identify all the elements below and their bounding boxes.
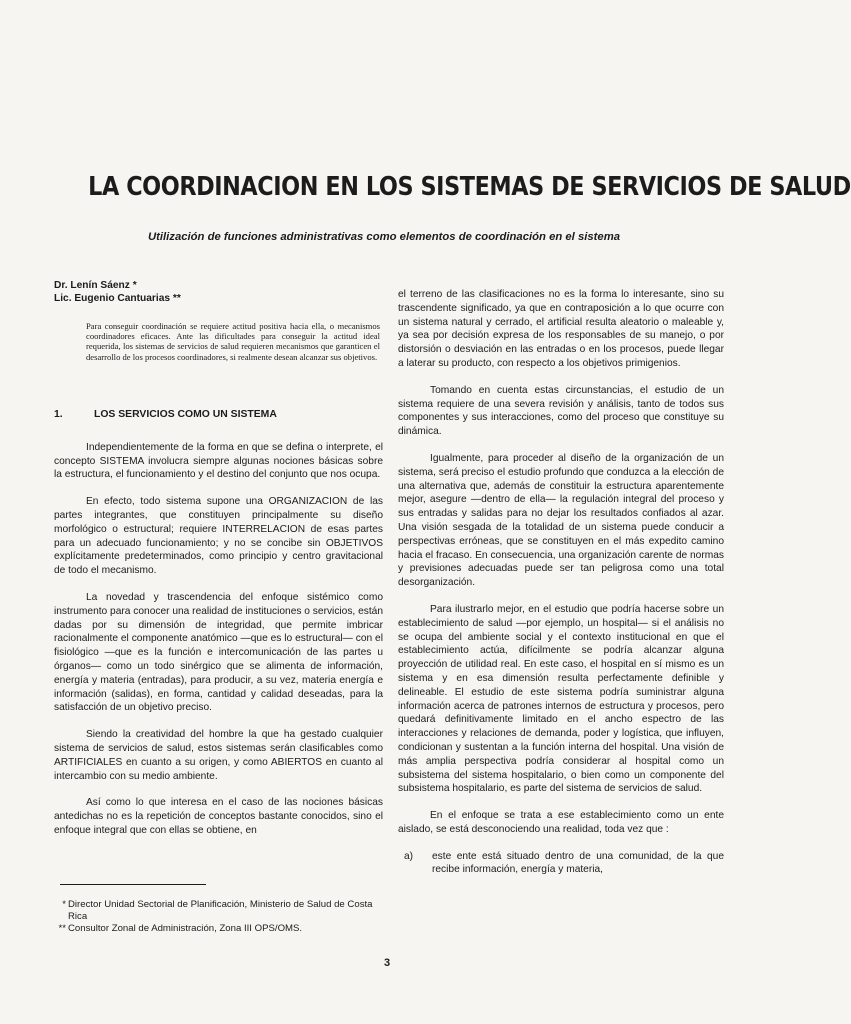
list-item bbox=[398, 850, 724, 878]
body-paragraph: Para ilustrarlo mejor, en el estudio que podría hacerse sobre un establecimiento de salud —por ejemplo, un hospital— si el análisis no se ocupa del ambiente social y el contexto institucional en que el establecimiento actúa, difícilmente se podría alcanzar alguna proyección de utilidad real. En este caso, el hospital en sí mismo es un sistema y en esa dimensión resulta perfectamente definible y delineable. El estudio de este sistema podría suministrar alguna información acerca de patrones internos de estructura y procesos, pero quedará definitivamente limitado en el ancho espectro de las interacciones y relaciones de demanda, poder y logística, que influyen, condicionan y sustentan a la función interna del hospital. Una visión de más amplia perspectiva podría considerar al hospital como un subsistema del sistema hospitalario, o bien como un componente del subsistema hospitalario, es parte del sistema de servicios de salud. bbox=[398, 603, 724, 795]
footnote-divider bbox=[60, 884, 206, 885]
author-list bbox=[54, 279, 181, 305]
footnotes bbox=[54, 899, 384, 936]
body-paragraph: Igualmente, para proceder al diseño de la organización de un sistema, será preciso el estudio profundo que conduzca a la elección de una alternativa que, además de constituir la estructura aparentemente mejor, asegure —dentro de ella— la regulación integral del proceso y sus entradas y salidas para no dejar los resultados confiados al azar. Una visión sesgada de la totalidad de un sistema puede conducir a perspectivas erróneas, que se constituyen en el más expedito camino hacia el fracaso. En consecuencia, una organización carente de normas y previsiones adecuadas puede ser tan peligrosa como una total desorganización. bbox=[398, 452, 724, 589]
body-paragraph: el terreno de las clasificaciones no es la forma lo interesante, sino su trascendente significado, ya que en contraposición a lo que ocurre con un sistema natural y cerrado, el artificial resulta aleatorio o maleable y, ya sea por decisión expresa de los responsables de su manejo, o por distorsión o desviación en las entradas o en los procesos, puede llegar a laterar su producto, con respecto a los objetivos primigenios. bbox=[398, 289, 724, 369]
body-paragraph: Siendo la creatividad del hombre la que ha gestado cualquier sistema de servicios de salud, estos sistemas serán clasificables como ARTIFICIALES en cuanto a su origen, y como ABIERTOS en cuanto al intercambio con su medio ambiente. bbox=[54, 729, 383, 782]
body-paragraph: La novedad y trascendencia del enfoque sistémico como instrumento para conocer una realidad de instituciones o servicios, están dadas por su dimensión de integridad, que permite imbricar racionalmente el componente anatómico —que es lo estructural— con el fisiológico —que es la función e intercomunicación de las partes u órganos— como un todo sinérgico que se alimenta de información, energía y materia (entradas), para producir, a su vez, materia energía e información (salidas), en forma, cantidad y calidad deseadas, para la satisfacción de un objetivo preciso. bbox=[54, 591, 384, 714]
list-item-text: este ente está situado dentro de una comunidad, de la que recibe información, energía y materia, bbox=[432, 850, 724, 876]
left-column bbox=[54, 408, 383, 851]
footnote-marker: ** bbox=[58, 923, 66, 935]
list-item-label: a) bbox=[404, 850, 414, 862]
section-number: 1. bbox=[54, 409, 63, 420]
footnote-text: Consultor Zonal de Administración, Zona III OPS/OMS. bbox=[68, 923, 303, 935]
section-heading bbox=[54, 408, 383, 422]
footnote-marker: * bbox=[62, 899, 66, 910]
body-paragraph: Tomando en cuenta estas circunstancias, el estudio de un sistema requiere de una severa revisión y análisis, tanto de todos sus componentes y sus interacciones, como del proceso que constituye su dinámica. bbox=[398, 384, 724, 438]
footnote-text: Director Unidad Sectorial de Planificación, Ministerio de Salud de Costa Rica bbox=[68, 899, 373, 923]
abstract: Para conseguir coordinación se requiere actitud positiva hacia ella, o mecanismos coordinadores eficaces. Ante las dificultades para conseguir la actitud ideal requerida, los sistemas de servicios de salud requieren mecanismos que garanticen el desarrollo de los procesos coordinadores, si realmente desean alcanzar sus objetivos. bbox=[86, 321, 380, 362]
section-title: LOS SERVICIOS COMO UN SISTEMA bbox=[94, 409, 277, 420]
footnote bbox=[54, 899, 384, 923]
body-paragraph: En efecto, todo sistema supone una ORGANIZACION de las partes integrantes, que constituyen principalmente su diseño morfológico o estructural; requiere INTERRELACION de esas partes para un adecuado funcionamiento; y no se concibe sin OBJETIVOS explícitamente predeterminados, como principio y centro gravitacional de todo el mecanismo. bbox=[54, 496, 383, 577]
author-name: Lic. Eugenio Cantuarias ** bbox=[54, 293, 181, 304]
author-name: Dr. Lenín Sáenz * bbox=[54, 280, 137, 291]
right-column bbox=[398, 288, 724, 877]
footnote bbox=[54, 923, 384, 935]
article-title: LA COORDINACION EN LOS SISTEMAS DE SERVICIOS DE SALUD bbox=[88, 172, 851, 202]
page-number: 3 bbox=[383, 957, 391, 969]
article-subtitle: Utilización de funciones administrativas como elementos de coordinación en el sistema bbox=[147, 231, 621, 243]
body-paragraph: Independientemente de la forma en que se defina o interprete, el concepto SISTEMA involucra siempre algunas nociones básicas sobre la estructura, el funcionamiento y el destino del conjunto que nos ocupa. bbox=[54, 441, 383, 481]
body-paragraph: En el enfoque se trata a ese establecimiento como un ente aislado, se está desconociendo una realidad, toda vez que : bbox=[398, 810, 724, 835]
body-paragraph: Así como lo que interesa en el caso de las nociones básicas antedichas no es la repetición de conceptos bastante conocidos, sino el enfoque integral que con ellas se obtiene, en bbox=[54, 797, 383, 836]
